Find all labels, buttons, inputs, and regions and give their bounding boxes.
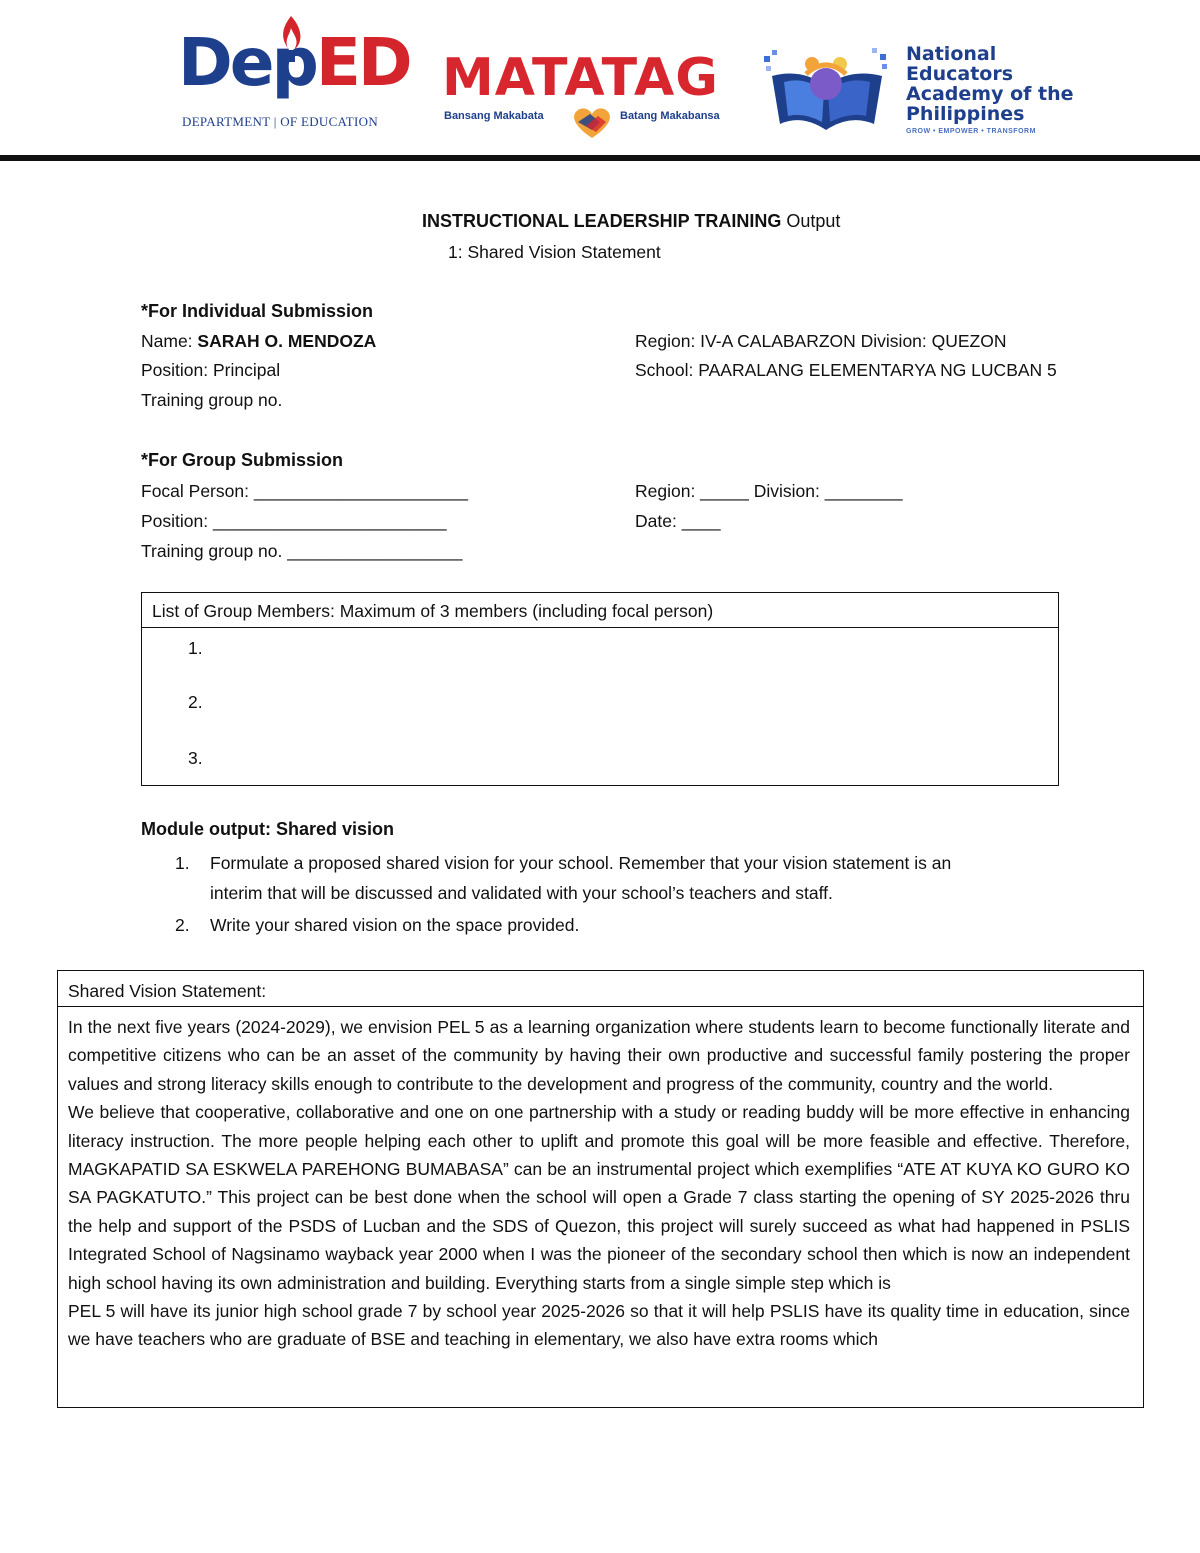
neap-logo (762, 40, 1072, 145)
module-instruction-2: 2. Write your shared vision on the space provided. (175, 915, 580, 935)
individual-group-no: Training group no. (141, 390, 283, 410)
group-heading: *For Group Submission (141, 450, 344, 470)
group-training-no: Training group no. __________________ (141, 541, 463, 561)
neap-tagline: GROW • EMPOWER • TRANSFORM (906, 128, 1036, 135)
matatag-wordmark: MATATAG (442, 48, 719, 108)
deped-logo (178, 20, 418, 135)
neap-name: National Educators Academy of the Philippines (906, 43, 1074, 125)
group-members-table (141, 592, 1059, 786)
group-members-header: List of Group Members: Maximum of 3 members (including focal person) (142, 593, 1058, 628)
page-title: INSTRUCTIONAL LEADERSHIP TRAINING Output (422, 211, 841, 231)
vision-paragraph-2: We believe that cooperative, collaborative and one on one partnership with a study or reading buddy will be more effective in enhancing literacy instruction. The more people helping each other to uplift and promote this goal will be more feasible and effective. Therefore, MAGKAPATID SA ESKWELA PAREHONG BUMABASA” can be an instrumental project which exemplifies “ATE AT KUYA KO GURO KO SA PAGKATUTO.” This project can be best done when the school will open a Grade 7 class starting the opening of SY 2025-2026 thru the help and support of the PSDS of Lucban and the SDS of Quezon, this project will surely succeed as what had happened in PSLIS Integrated School of Nagsinamo wayback year 2000 when I was the pioneer of the secondary school then which is now an independent high school having its own administration and building. Everything starts from a single simple step which is (68, 1102, 1130, 1293)
deped-wordmark: DepED (178, 24, 410, 101)
vision-paragraph-3: PEL 5 will have its junior high school grade 7 by school year 2025-2026 so that it will help PSLIS have its quality time in education, since we have teachers who are graduate of BSE and teaching in elementary, we also have extra rooms which (68, 1301, 1130, 1350)
deped-subtitle: DEPARTMENT | OF EDUCATION (182, 114, 379, 129)
individual-school: School: PAARALANG ELEMENTARYA NG LUCBAN 5 (635, 360, 1057, 380)
shared-vision-header: Shared Vision Statement: (58, 971, 1143, 1007)
member-3: 3. (188, 748, 203, 768)
neap-emblem-icon (762, 46, 892, 138)
matatag-logo (442, 48, 742, 143)
individual-position: Position: Principal (141, 360, 281, 380)
matatag-tagline-right: Batang Makabansa (620, 110, 720, 122)
individual-name: Name: SARAH O. MENDOZA (141, 331, 377, 351)
matatag-tagline-left: Bansang Makabata (444, 110, 544, 122)
header-divider (0, 155, 1200, 161)
vision-paragraph-1: In the next five years (2024-2029), we envision PEL 5 as a learning organization where students learn to become functionally literate and competitive citizens who can be an asset of the community by having their own productive and successful family postering the proper values and strong literacy skills enough to contribute to the development and progress of the community, country and the world. (68, 1017, 1130, 1094)
individual-region: Region: IV-A CALABARZON Division: QUEZON (635, 331, 1007, 351)
module-heading: Module output: Shared vision (141, 819, 394, 839)
group-focal-person: Focal Person: ______________________ (141, 481, 468, 501)
page-subtitle: 1: Shared Vision Statement (448, 242, 661, 262)
group-date: Date: ____ (635, 511, 721, 531)
member-1: 1. (188, 638, 203, 658)
shared-vision-text (68, 1013, 1130, 1354)
group-region: Region: _____ Division: ________ (635, 481, 903, 501)
shared-vision-box (57, 970, 1144, 1408)
member-2: 2. (188, 692, 203, 712)
individual-heading: *For Individual Submission (141, 301, 374, 321)
module-instruction-1: 1. Formulate a proposed shared vision for your school. Remember that your vision statement is an interim that will be discussed and validated with your school’s teachers and staff. (175, 853, 952, 903)
handshake-heart-icon (568, 104, 616, 140)
group-position: Position: ________________________ (141, 511, 447, 531)
